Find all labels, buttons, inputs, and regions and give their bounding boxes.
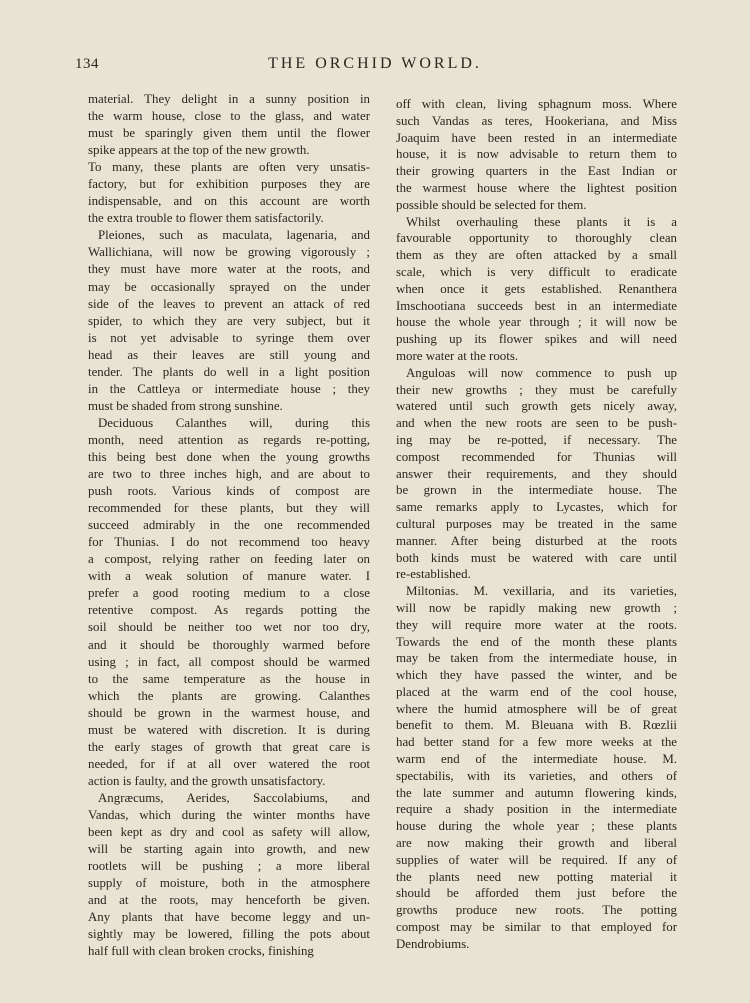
text-line: must be shaded from strong sunshine. <box>88 398 283 413</box>
text-line: Anguloas will now commence to push up <box>406 365 677 380</box>
text-line: growths produce new roots. The potting <box>396 903 677 918</box>
text-line: may be occasionally sprayed on the under <box>88 279 370 294</box>
text-line: the extra trouble to flower them satisfactorily. <box>88 211 324 226</box>
text-line: Angræcums, Aerides, Saccolabiums, and <box>98 790 370 805</box>
text-line: compost may be similar to that employed for <box>396 920 677 935</box>
text-line: more water at the roots. <box>396 348 519 363</box>
text-line: re-established. <box>396 567 471 582</box>
running-title: THE ORCHID WORLD. <box>268 55 482 72</box>
text-line: the late summer and autumn flowering kinds, <box>396 785 677 800</box>
text-line: Vandas, which during the winter months have <box>88 807 370 822</box>
text-line: material. They delight in a sunny position in <box>88 92 370 106</box>
text-line: half full with clean broken crocks, finishing <box>88 944 314 959</box>
text-line: spider, to which they are very subject, but it <box>88 313 370 328</box>
text-line: side of the leaves to prevent an attack of red <box>88 296 370 311</box>
page-number: 134 <box>75 56 99 72</box>
text-line: house, it is now advisable to return them to <box>396 147 677 162</box>
text-line: recommended for these plants, but they will <box>88 501 370 516</box>
text-line: scale, which is very difficult to eradicate <box>396 264 677 279</box>
text-line: them as they are often attacked by a small <box>396 248 677 263</box>
text-line: Miltonias. M. vexillaria, and its varieties, <box>406 584 677 599</box>
text-line: which the plants are growing. Calanthes <box>88 688 370 703</box>
right-text-column <box>396 96 677 953</box>
text-line: Dendrobiums. <box>396 936 470 951</box>
text-line: the early stages of growth that great care is <box>88 739 370 754</box>
text-line: their growing quarters in the East Indian or <box>396 164 677 179</box>
text-line: require a shady position in the intermediate <box>396 802 677 817</box>
text-line: is not yet advisable to syringe them over <box>88 330 370 345</box>
text-line: and it should be thoroughly warmed before <box>88 637 370 652</box>
text-line: warm end of the intermediate house. M. <box>396 752 677 767</box>
text-line: the plants need new potting material it <box>396 869 677 884</box>
text-line: possible should be selected for them. <box>396 197 587 212</box>
text-line: watered until such growth gets nicely away, <box>396 399 677 414</box>
text-line: succeed admirably in the one recommended <box>88 518 370 533</box>
text-line: will now be rapidly making new growth ; <box>396 600 677 615</box>
text-line: when once it gets established. Renanthera <box>396 281 677 296</box>
text-line: Imschootiana succeeds best in an intermediate <box>396 298 677 313</box>
text-line: compost recommended for Thunias will <box>396 449 677 464</box>
text-line: house the whole year through ; it will now be <box>396 315 677 330</box>
text-line: month, need attention as regards re-potting, <box>88 432 370 447</box>
text-line: favourable opportunity to thoroughly clean <box>396 231 677 246</box>
text-line: which they have passed the winter, and be <box>396 668 677 683</box>
text-line: push roots. Various kinds of compost are <box>88 484 370 499</box>
text-line: Deciduous Calanthes will, during this <box>98 415 370 430</box>
text-line: the warmest house where the lightest position <box>396 180 677 195</box>
text-line: may be taken from the intermediate house, in <box>396 651 677 666</box>
text-line: had better stand for a few more weeks at the <box>396 735 677 750</box>
text-line: sightly may be lowered, filling the pots about <box>88 927 370 942</box>
text-line: should be afforded them just before the <box>396 886 677 901</box>
text-line: the warm house, close to the glass, and water <box>88 109 370 124</box>
text-line: action is faulty, and the growth unsatisfactory. <box>88 773 326 788</box>
text-line: placed at the warm end of the cool house, <box>396 684 677 699</box>
text-line: such Vandas as teres, Hookeriana, and Miss <box>396 113 677 128</box>
text-line: are two to three inches high, and are about to <box>88 467 370 482</box>
text-line: this being best done when the young growths <box>88 449 370 464</box>
text-line: head as their leaves are still young and <box>88 347 370 362</box>
text-line: benefit to them. M. Bleuana with B. Rœzlii <box>396 718 677 733</box>
text-line: tender. The plants do well in a light position <box>88 364 370 379</box>
text-line: Towards the end of the month these plants <box>396 634 677 649</box>
text-line: supplies of water will be required. If any of <box>396 852 677 867</box>
text-line: been kept as dry and cool as safety will allow, <box>88 825 370 840</box>
text-line: spike appears at the top of the new growth. <box>88 143 310 158</box>
text-line: are now making their growth and liberal <box>396 836 677 851</box>
text-line: pushing up its flower spikes and will need <box>396 332 677 347</box>
text-line: where the humid atmosphere will be of great <box>396 701 677 716</box>
text-line: retentive compost. As regards potting the <box>88 603 370 618</box>
text-line: and when the new roots are seen to be push- <box>396 416 677 431</box>
text-line: be grown in the intermediate house. The <box>396 483 677 498</box>
text-line: must be watered with discretion. It is during <box>88 722 370 737</box>
text-line: with a weak solution of manure water. I <box>88 569 370 584</box>
text-line: Joaquim have been rested in an intermediate <box>396 130 677 145</box>
text-line: ing may be re-potted, if necessary. The <box>396 432 677 447</box>
text-line: they must have more water at the roots, and <box>88 262 370 277</box>
text-line: factory, but for exhibition purposes they are <box>88 177 370 192</box>
text-line: in the Cattleya or intermediate house ; they <box>88 381 370 396</box>
text-line: manner. After being disturbed at the roots <box>396 533 677 548</box>
text-line: answer their requirements, and they should <box>396 466 677 481</box>
text-line: both kinds must be watered with care until <box>396 550 677 565</box>
text-line: same remarks apply to Lycastes, which for <box>396 500 677 515</box>
text-line: spectabilis, with its varieties, and others of <box>396 768 677 783</box>
text-line: a compost, relying rather on feeding later on <box>88 552 370 567</box>
text-line: rootlets will be pushing ; a more liberal <box>88 859 370 874</box>
text-line: Whilst overhauling these plants it is a <box>406 214 677 229</box>
text-line: prefer a good rooting medium to a close <box>88 586 370 601</box>
text-line: supply of moisture, both in the atmosphere <box>88 876 370 891</box>
text-line: Pleiones, such as maculata, lagenaria, and <box>98 228 370 243</box>
text-line: indispensable, and on this account are worth <box>88 194 370 209</box>
text-line: house during the whole year ; these plants <box>396 819 677 834</box>
text-line: To many, these plants are often very unsatis- <box>88 160 370 175</box>
left-text-column <box>88 91 370 960</box>
text-line: their new growths ; they must be carefully <box>396 382 677 397</box>
text-line: to the same temperature as the house in <box>88 671 370 686</box>
text-line: Any plants that have become leggy and un- <box>88 910 370 925</box>
text-line: cultural purposes may be treated in the same <box>396 516 677 531</box>
text-line: soil should be neither too wet nor too dry, <box>88 620 370 635</box>
text-line: will be starting again into growth, and new <box>88 842 370 857</box>
text-line: needed, for if at all over watered the root <box>88 756 370 771</box>
text-line: and at the roots, may henceforth be given. <box>88 893 370 908</box>
text-line: Wallichiana, will now be growing vigorously ; <box>88 245 370 260</box>
text-line: must be sparingly given them until the flower <box>88 126 370 141</box>
text-line: using ; in fact, all compost should be warmed <box>88 654 370 669</box>
text-line: for Thunias. I do not recommend too heavy <box>88 535 370 550</box>
text-line: should be grown in the warmest house, and <box>88 705 370 720</box>
text-line: they will require more water at the roots. <box>396 617 677 632</box>
text-line: off with clean, living sphagnum moss. Where <box>396 97 677 111</box>
